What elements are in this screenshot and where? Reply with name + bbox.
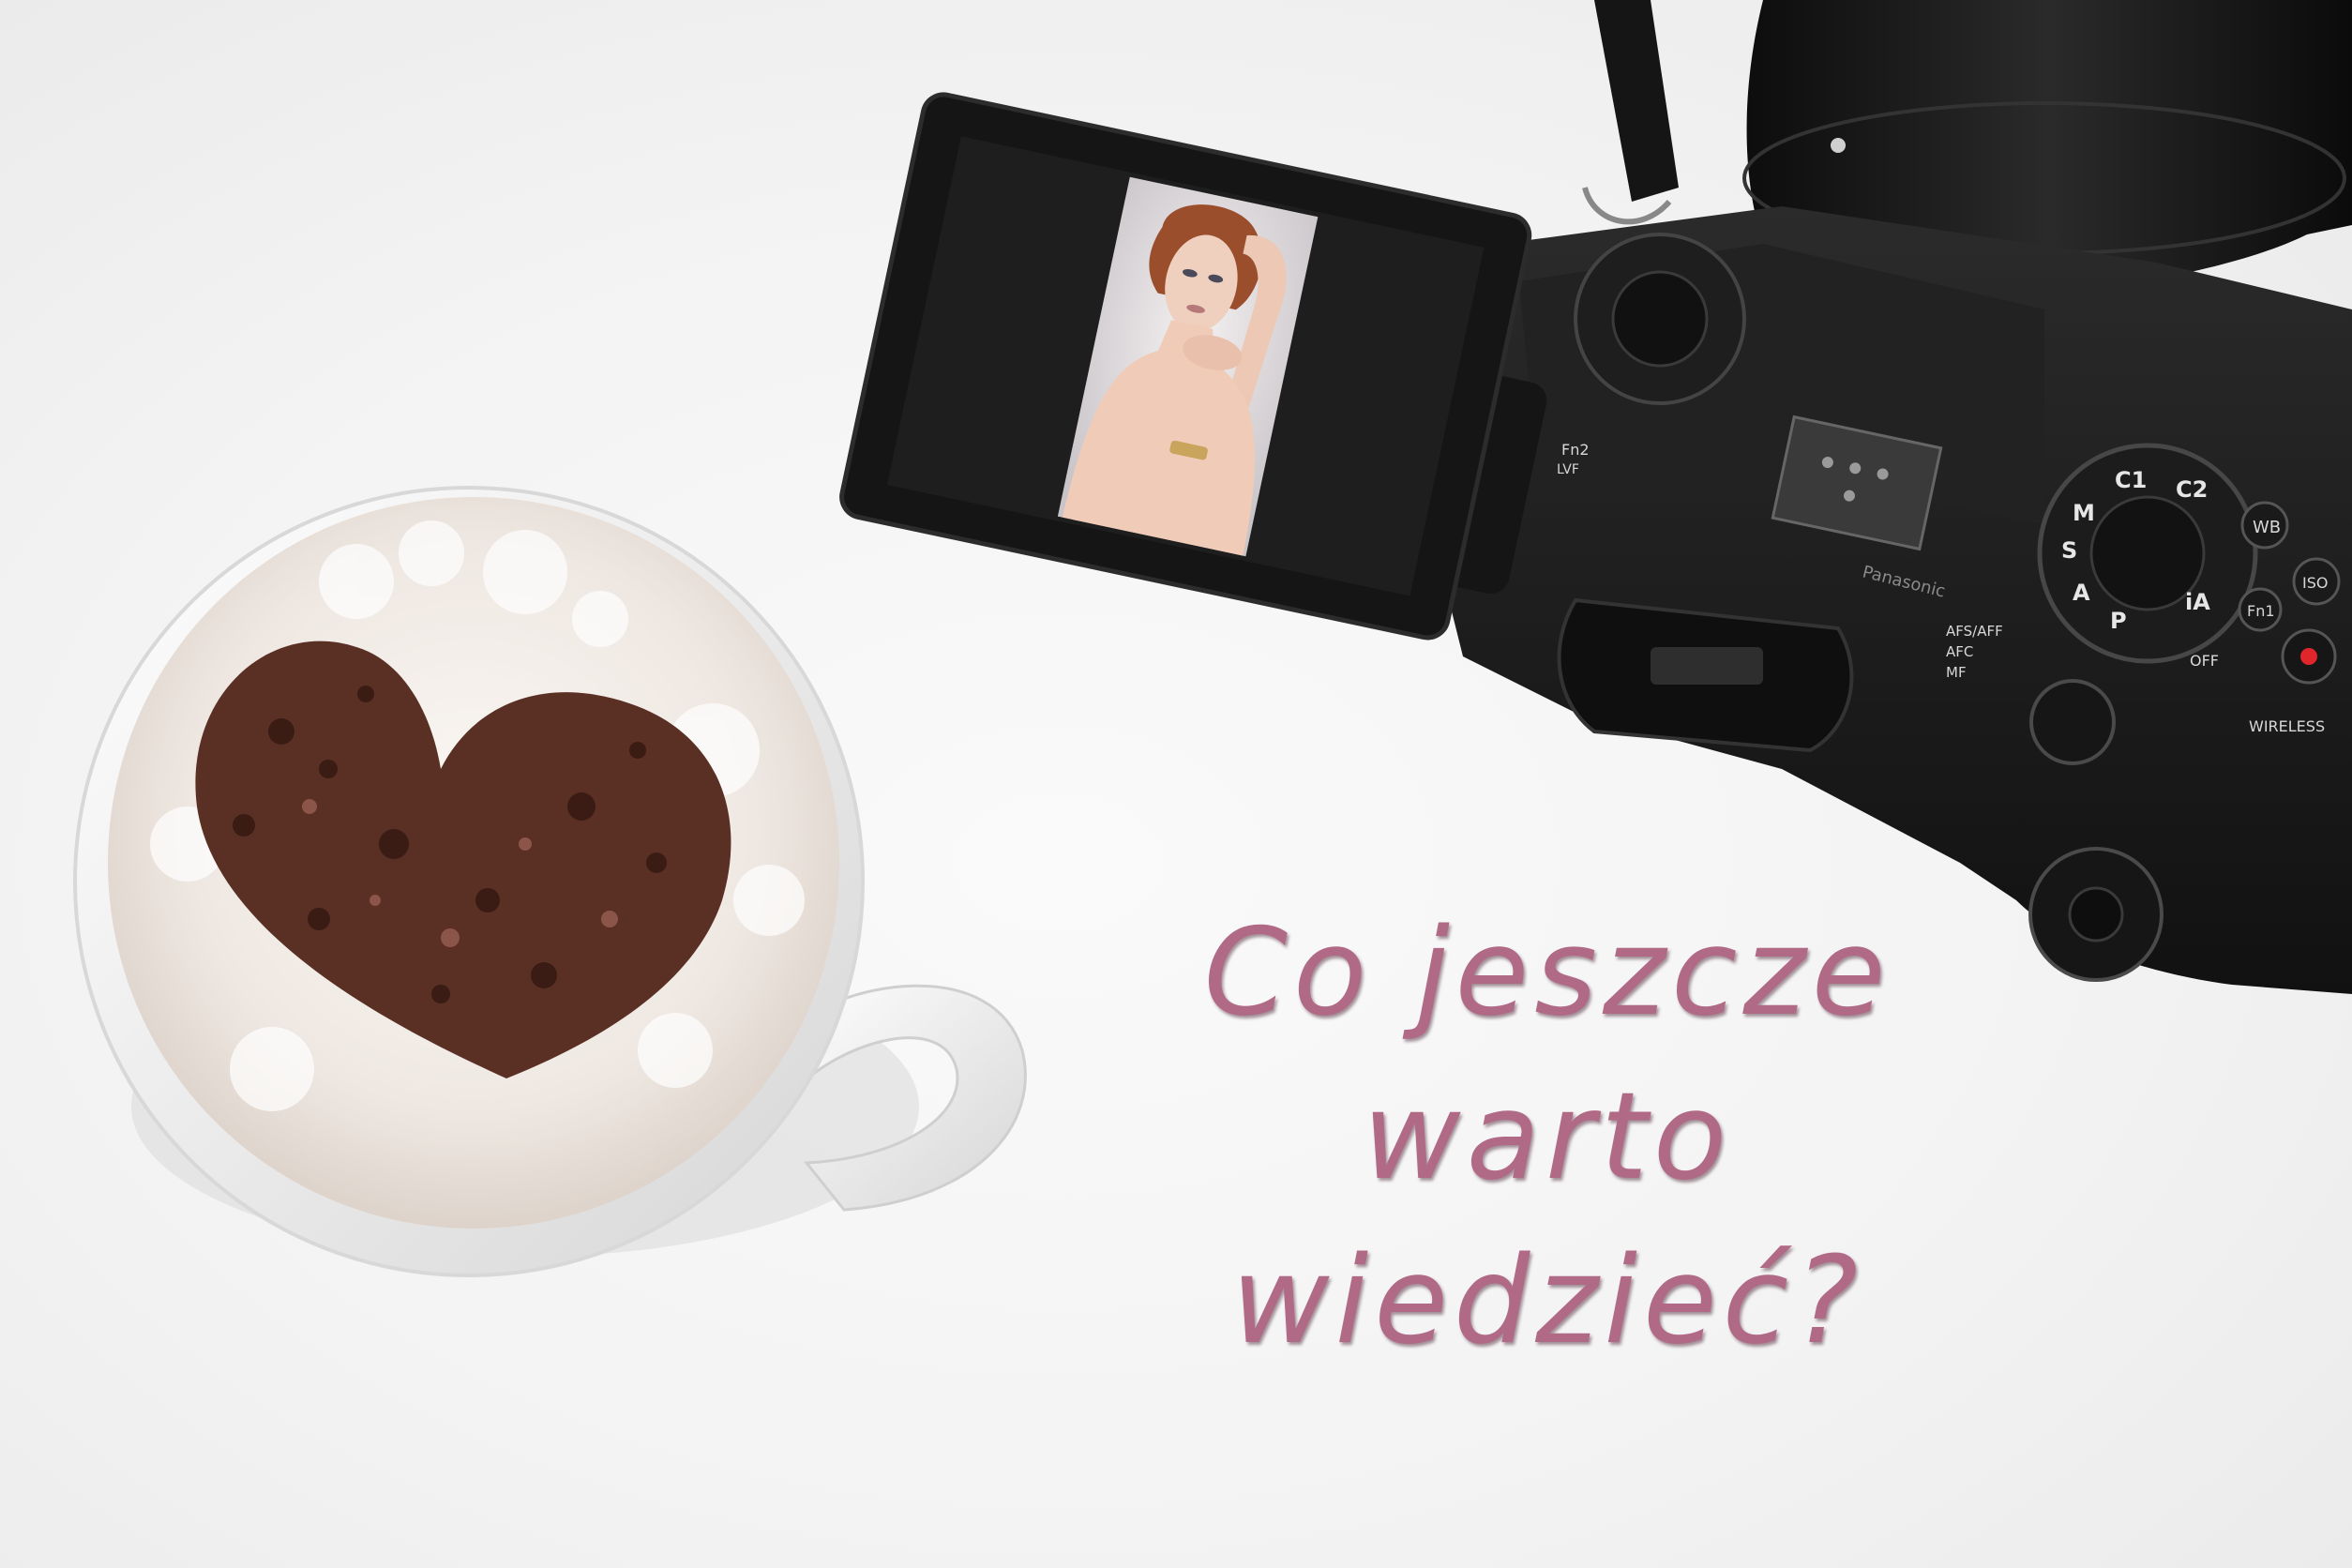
joystick[interactable] <box>2031 681 2114 763</box>
lens-dot-icon <box>1831 138 1846 153</box>
viewfinder-window <box>1651 647 1763 685</box>
lvf-label: LVF <box>1557 462 1579 477</box>
mode-dial-label-p: P <box>2110 608 2127 634</box>
headline-line-2: warto <box>1362 1067 1733 1207</box>
mode-dial-label-s: S <box>2061 537 2078 564</box>
mode-dial-label-a: A <box>2073 580 2090 606</box>
rear-dial-center <box>2070 888 2122 941</box>
headline-line-1: Co jeszcze <box>1203 903 1892 1043</box>
wireless-label: WIRELESS <box>2249 717 2326 735</box>
afs-label: AFS/AFF <box>1946 623 2003 640</box>
wb-label: WB <box>2253 518 2282 537</box>
mf-label: MF <box>1946 664 1967 681</box>
off-label: OFF <box>2190 652 2219 670</box>
afc-label: AFC <box>1946 643 1974 660</box>
iso-label: ISO <box>2302 574 2329 592</box>
camera-strap <box>1594 0 1679 202</box>
fn2-label: Fn2 <box>1561 441 1590 459</box>
mode-dial-label-m: M <box>2073 500 2095 526</box>
mode-dial-label-c1: C1 <box>2115 467 2148 493</box>
fn1-label: Fn1 <box>2247 602 2275 620</box>
drive-dial-center <box>1613 272 1707 366</box>
record-dot-icon <box>2300 648 2317 665</box>
mode-dial-label-c2: C2 <box>2176 476 2209 503</box>
brand-label: Panasonic <box>1860 562 1948 602</box>
coffee-cup <box>75 488 1025 1275</box>
headline-line-3: wiedzieć? <box>1230 1231 1864 1371</box>
flip-screen <box>838 91 1533 641</box>
camera <box>838 0 2352 994</box>
mode-dial-label-ia: iA <box>2185 589 2210 615</box>
headline <box>1032 891 2063 1383</box>
